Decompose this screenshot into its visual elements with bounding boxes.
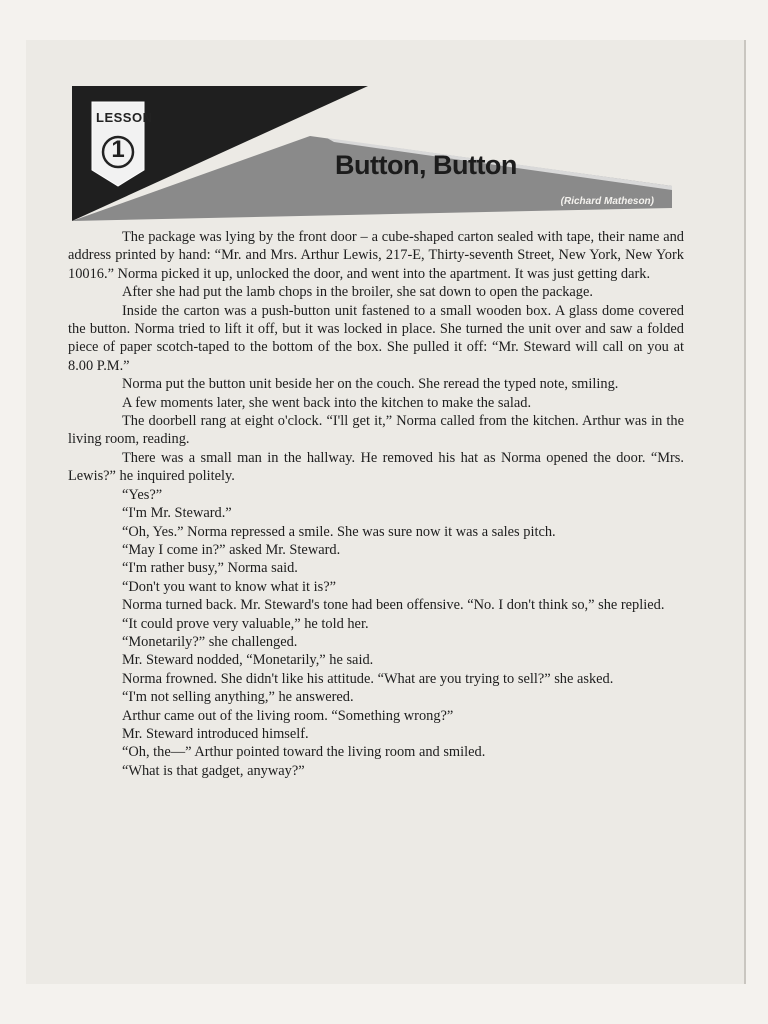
- dialogue-line: “Oh, the—” Arthur pointed toward the living room and smiled.: [122, 744, 486, 761]
- dialogue-line: “I'm not selling anything,” he answered.: [122, 689, 354, 706]
- paragraph: The package was lying by the front door – a cube-shaped carton sealed with tape, their name and address printed by hand: “Mr. and Mrs. Arthur Lewis, 217-E, Thirty-seventh Street, New York, New York 10016.” Norma picked it up, unlocked the door, and went into the apartment. It was just getting dark.: [68, 229, 684, 282]
- dialogue-line: Mr. Steward nodded, “Monetarily,” he said.: [122, 652, 374, 669]
- story-author: (Richard Matheson): [560, 196, 654, 207]
- dialogue-line: “Monetarily?” she challenged.: [122, 633, 298, 650]
- paragraph: After she had put the lamb chops in the broiler, she sat down to open the package.: [122, 284, 593, 301]
- paragraph: Inside the carton was a push-button unit fastened to a small wooden box. A glass dome covered the button. Norma tried to lift it off, but it was locked in place. She turned the unit over and saw a folded piece of paper scotch-taped to the bottom of the box. She pulled it off: “Mr. Steward will call on you at 8.00 P.M.”: [68, 302, 684, 374]
- paragraph: Norma turned back. Mr. Steward's tone had been offensive. “No. I don't think so,” she replied.: [122, 597, 665, 614]
- dialogue-line: “I'm rather busy,” Norma said.: [122, 560, 298, 577]
- dialogue-line: Arthur came out of the living room. “Something wrong?”: [122, 707, 454, 724]
- lesson-label: LESSON: [96, 110, 153, 125]
- paragraph: There was a small man in the hallway. He removed his hat as Norma opened the door. “Mrs. Lewis?” he inquired politely.: [68, 449, 684, 485]
- paragraph: A few moments later, she went back into the kitchen to make the salad.: [122, 394, 532, 411]
- dialogue-line: “Yes?”: [122, 486, 163, 503]
- dialogue-line: “May I come in?” asked Mr. Steward.: [122, 541, 341, 558]
- paragraph: Norma put the button unit beside her on the couch. She reread the typed note, smiling.: [122, 376, 619, 393]
- lesson-header: [72, 86, 672, 221]
- dialogue-line: “What is that gadget, anyway?”: [122, 762, 305, 779]
- dialogue-line: “I'm Mr. Steward.”: [122, 505, 232, 522]
- dialogue-line: “It could prove very valuable,” he told her.: [122, 615, 369, 632]
- story-title: Button, Button: [335, 150, 517, 180]
- dialogue-line: Norma frowned. She didn't like his attitude. “What are you trying to sell?” she asked.: [122, 670, 614, 687]
- paragraph: The doorbell rang at eight o'clock. “I'll get it,” Norma called from the kitchen. Arthur was in the living room, reading.: [68, 413, 684, 448]
- dialogue-line: “Don't you want to know what it is?”: [122, 578, 337, 595]
- dialogue-line: Mr. Steward introduced himself.: [122, 725, 309, 742]
- lesson-number: 1: [111, 136, 125, 163]
- dialogue-line: “Oh, Yes.” Norma repressed a smile. She was sure now it was a sales pitch.: [122, 523, 556, 540]
- story-text: [68, 228, 684, 780]
